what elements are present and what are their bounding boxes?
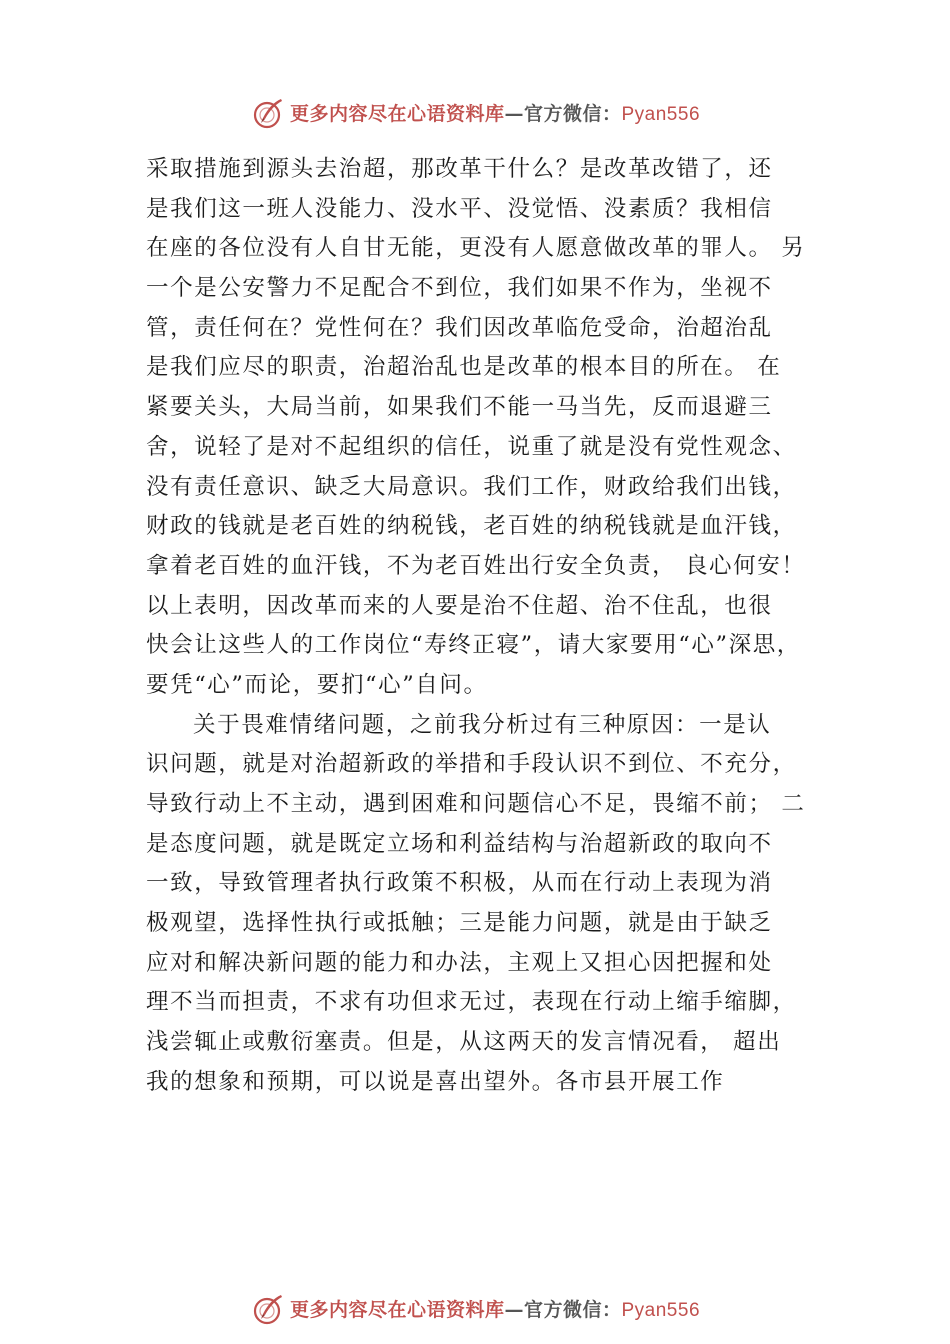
text-line: 一个是公安警力不足配合不到位，我们如果不作为，坐视不 — [146, 275, 773, 302]
text-line: 理不当而担责，不求有功但求无过，表现在行动上缩手缩脚， — [146, 989, 797, 1016]
text-line: 管，责任何在？党性何在？我们因改革临危受命，治超治乱 — [146, 314, 773, 341]
text-line: 要凭“心”而论，要扪“心”自问。 — [146, 671, 488, 698]
text-line: 我的想象和预期，可以说是喜出望外。各市县开展工作 — [146, 1068, 725, 1095]
document-body — [146, 150, 836, 1103]
banner-wechat-id: Pyan556 — [621, 1299, 701, 1321]
text-line: 财政的钱就是老百姓的纳税钱，老百姓的纳税钱就是血汗钱， — [146, 513, 797, 540]
text-line: 舍，说轻了是对不起组织的信任，说重了就是没有党性观念、 — [146, 433, 797, 460]
banner-main-text: 更多内容尽在心语资料库 — [289, 1298, 505, 1321]
text-line: 紧要关头，大局当前，如果我们不能一马当先，反而退避三 — [146, 394, 773, 421]
banner-wechat-label: —官方微信： — [504, 1298, 622, 1321]
text-line: 没有责任意识、缺乏大局意识。我们工作，财政给我们出钱， — [146, 473, 797, 500]
text-line: 拿着老百姓的血汗钱，不为老百姓出行安全负责， 良心何安！ — [146, 552, 806, 579]
text-line: 是态度问题，就是既定立场和利益结构与治超新政的取向不 — [146, 830, 773, 857]
text-line: 在座的各位没有人自甘无能，更没有人愿意做改革的罪人。 另 — [146, 235, 806, 262]
text-line: 浅尝辄止或敷衍塞责。但是，从这两天的发言情况看， 超出 — [146, 1029, 782, 1056]
quill-logo-icon — [250, 96, 286, 132]
text-line: 导致行动上不主动，遇到困难和问题信心不足，畏缩不前； 二 — [146, 791, 806, 817]
banner-main-text: 更多内容尽在心语资料库 — [289, 102, 505, 125]
text-line: 应对和解决新问题的能力和办法，主观上又担心因把握和处 — [146, 949, 773, 976]
header-banner — [0, 94, 950, 134]
paragraph-2 — [146, 706, 836, 1103]
banner-wechat-label: —官方微信： — [504, 102, 622, 125]
paragraph-1 — [146, 150, 836, 706]
text-line: 识问题，就是对治超新政的举措和手段认识不到位、不充分， — [146, 751, 797, 778]
text-line: 以上表明，因改革而来的人要是治不住超、治不住乱，也很 — [146, 592, 773, 619]
text-line: 一致，导致管理者执行政策不积极，从而在行动上表现为消 — [146, 870, 773, 897]
text-line: 是我们这一班人没能力、没水平、没觉悟、没素质？我相信 — [146, 195, 773, 222]
text-line: 采取措施到源头去治超，那改革干什么？是改革改错了，还 — [146, 156, 773, 182]
banner-wechat-id: Pyan556 — [621, 103, 701, 125]
text-line: 快会让这些人的工作岗位“寿终正寝”，请大家要用“心”深思， — [146, 632, 801, 659]
quill-logo-icon — [250, 1292, 286, 1328]
text-line: 极观望，选择性执行或抵触；三是能力问题，就是由于缺乏 — [146, 910, 773, 937]
text-line: 是我们应尽的职责，治超治乱也是改革的根本目的所在。 在 — [146, 354, 782, 381]
footer-banner — [0, 1290, 950, 1330]
text-line: 关于畏难情绪问题，之前我分析过有三种原因：一是认 — [193, 711, 772, 738]
